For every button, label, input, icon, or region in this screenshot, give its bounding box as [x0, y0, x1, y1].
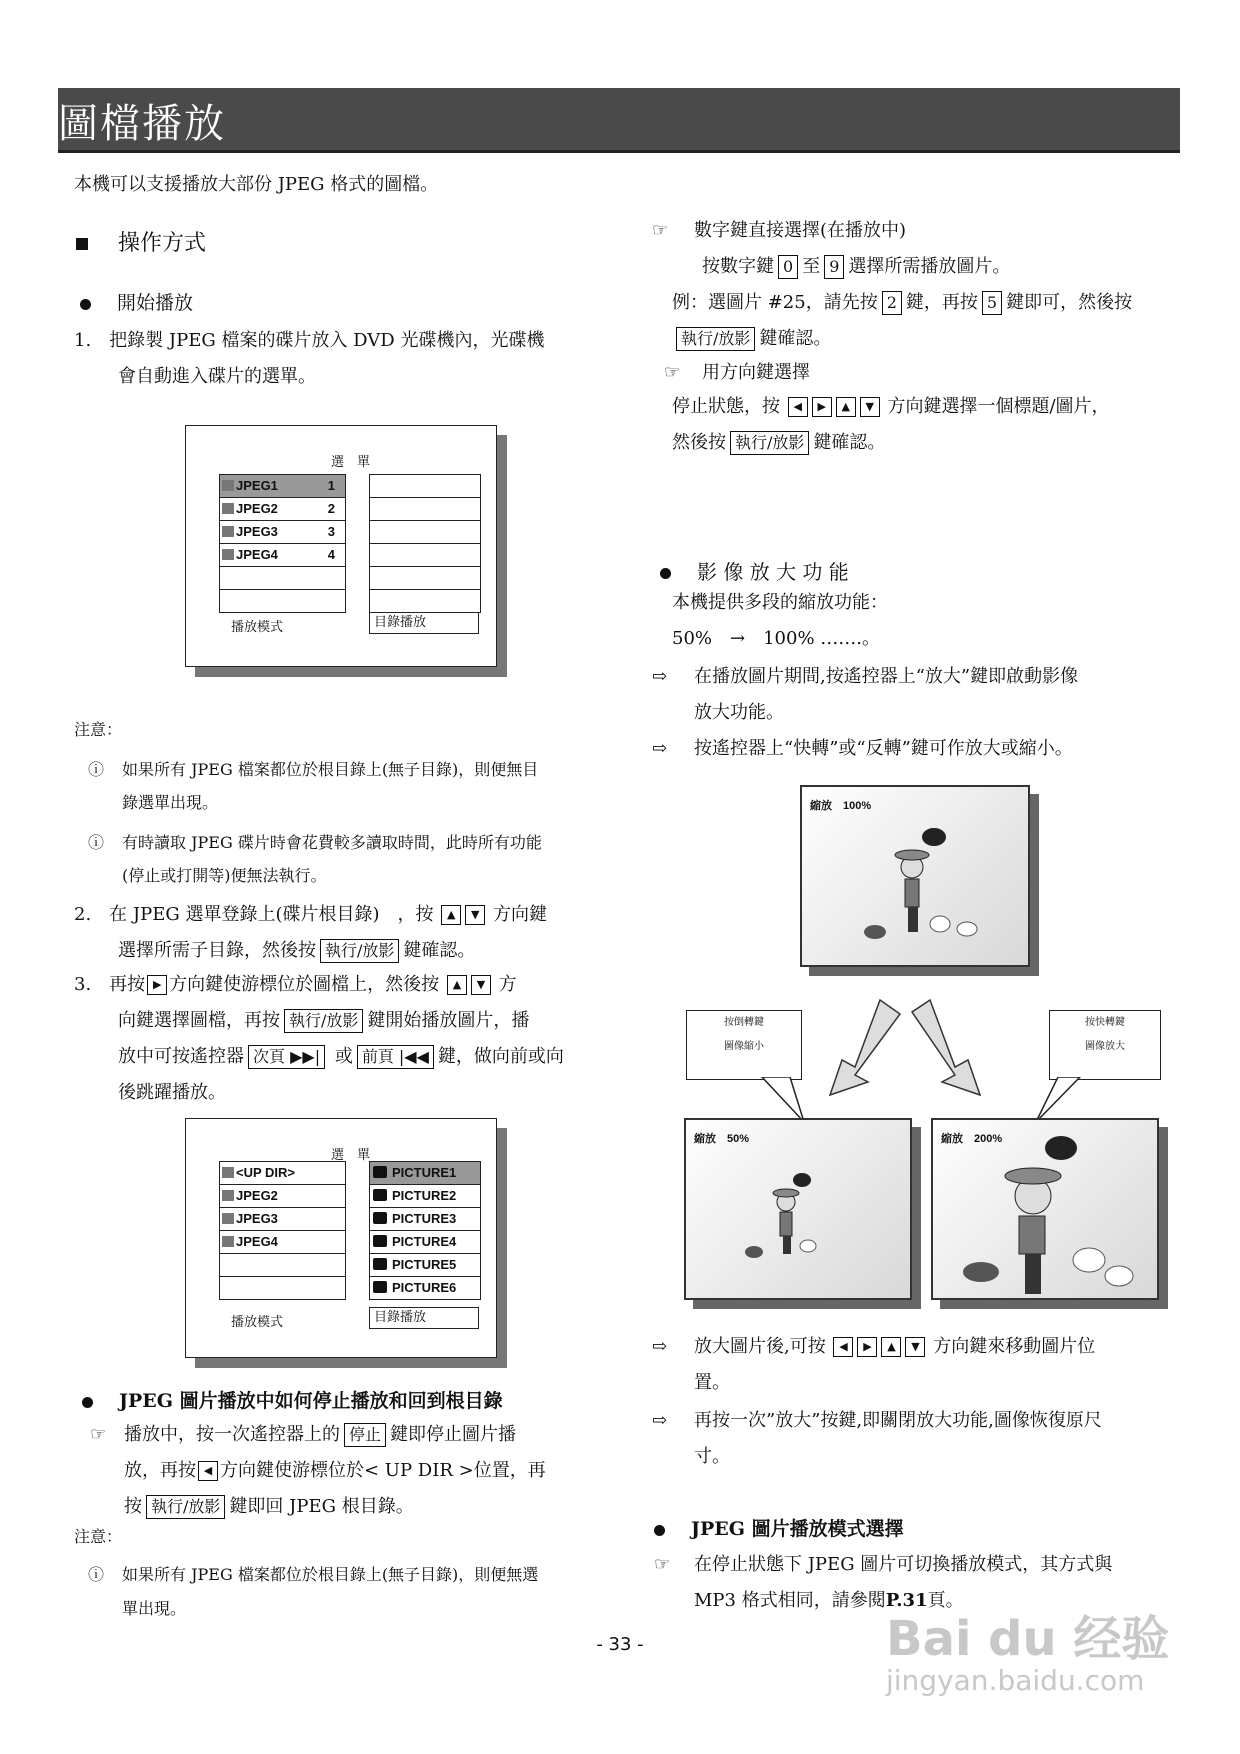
arrow-bullet-icon: ⇨	[652, 738, 668, 759]
mode-line2: MP3 格式相同，請參閱P.31頁。	[694, 1590, 964, 1611]
zoom-bullet-3-cont: 置。	[694, 1372, 730, 1393]
step3-line2: 向鍵選擇圖檔，再按 執行/放影 鍵開始播放圖片，播	[118, 1010, 530, 1031]
camera-icon	[373, 1235, 387, 1247]
start-play-heading	[80, 288, 193, 315]
pointing-hand-icon: ☞	[652, 220, 669, 241]
menu-folder-item[interactable]: JPEG2	[220, 1185, 345, 1208]
folder-icon	[222, 549, 234, 560]
dir-select-heading: 用方向鍵選擇	[702, 362, 810, 383]
zoom-bullet-1: 在播放圖片期間,按遙控器上“放大”鍵即啟動影像	[694, 666, 1079, 687]
menu-picture-item[interactable]: PICTURE5	[370, 1254, 480, 1277]
camera-icon	[373, 1212, 387, 1224]
zoom-screen-100	[800, 785, 1030, 967]
info-icon: ⓘ	[88, 1565, 105, 1584]
pointing-hand-icon: ☞	[654, 1554, 671, 1575]
info-icon: ⓘ	[88, 760, 105, 779]
left-arrow-key-icon: ◀	[833, 1337, 853, 1357]
zoom-screen-200	[931, 1118, 1159, 1300]
menu-header: 選 單	[331, 1148, 371, 1163]
zoom-bullet-4: 再按一次”放大”按鍵,即關閉放大功能,圖像恢復原尺	[694, 1410, 1102, 1431]
camera-icon	[373, 1281, 387, 1293]
menu-folder-item[interactable]: JPEG4 4	[220, 544, 345, 567]
zoom-label: 縮放 50%	[694, 1133, 750, 1145]
right-arrow-key-icon: ▶	[812, 397, 832, 417]
folder-icon	[222, 1167, 234, 1178]
watermark-url: jingyan.baidu.com	[886, 1664, 1145, 1697]
mode-heading-label: JPEG 圖片播放模式選擇	[691, 1518, 904, 1540]
stop-line1: 播放中，按一次遙控器上的 停止 鍵即停止圖片播	[124, 1424, 517, 1445]
menu-empty-row	[220, 1254, 345, 1277]
key-0: 0	[778, 255, 798, 279]
step3-line4: 後跳躍播放。	[118, 1082, 226, 1103]
stop-line3: 按 執行/放影 鍵即回 JPEG 根目錄。	[124, 1496, 414, 1517]
down-arrow-key-icon: ▼	[905, 1337, 925, 1357]
folder-icon	[222, 1213, 234, 1224]
mode-line1: 在停止狀態下 JPEG 圖片可切換播放模式，其方式與	[694, 1554, 1113, 1575]
key-9: 9	[824, 255, 844, 279]
arrow-bullet-icon: ⇨	[652, 1410, 668, 1431]
step1-text: 1. 把錄製 JPEG 檔案的碟片放入 DVD 光碟機內，光碟機	[74, 330, 545, 351]
zoom-label: 縮放 100%	[810, 800, 872, 812]
zoom-bullet-4-cont: 寸。	[694, 1446, 730, 1467]
key-2: 2	[882, 291, 902, 315]
play-key: 執行/放影	[730, 431, 809, 455]
right-arrow-key-icon: ▶	[857, 1337, 877, 1357]
menu-screen-1	[185, 425, 497, 667]
stop-heading-label: JPEG 圖片播放中如何停止播放和回到根目錄	[119, 1390, 503, 1412]
play-key: 執行/放影	[320, 939, 399, 963]
mode-heading	[654, 1514, 904, 1541]
enlarge-arrow-icon	[912, 1000, 980, 1095]
play-mode-value[interactable]: 目錄播放	[369, 612, 479, 634]
left-arrow-key-icon: ◀	[198, 1461, 218, 1481]
zoom-screen-50	[684, 1118, 912, 1300]
menu-picture-item[interactable]: PICTURE3	[370, 1208, 480, 1231]
menu-file-list	[369, 474, 481, 613]
cartoon-figure-image	[686, 1120, 910, 1298]
example-confirm: 執行/放影 鍵確認。	[672, 322, 831, 356]
callout-enlarge: 按快轉鍵 圖像放大	[1049, 1010, 1161, 1080]
down-arrow-key-icon: ▼	[471, 975, 491, 995]
arrow-bullet-icon: ⇨	[652, 1336, 668, 1357]
menu-folder-item[interactable]: JPEG3	[220, 1208, 345, 1231]
play-key: 執行/放影	[146, 1495, 225, 1519]
folder-icon	[222, 480, 234, 491]
right-arrow-key-icon: ▶	[147, 975, 167, 995]
menu-empty-row	[220, 1277, 345, 1299]
note-3-cont: 單出現。	[122, 1599, 187, 1618]
zoom-heading-label: 影 像 放 大 功 能	[697, 560, 849, 584]
step1-text-cont: 會自動進入碟片的選單。	[118, 366, 316, 387]
start-play-label: 開始播放	[117, 292, 194, 314]
up-arrow-key-icon: ▲	[441, 905, 461, 925]
page-title: 圖檔播放	[58, 101, 226, 147]
zoom-bullet-2: 按遙控器上“快轉”或“反轉”鍵可作放大或縮小。	[694, 738, 1073, 759]
menu-picture-item[interactable]: PICTURE1	[370, 1162, 480, 1185]
menu-picture-item[interactable]: PICTURE4	[370, 1231, 480, 1254]
camera-icon	[373, 1258, 387, 1270]
step2-line2: 選擇所需子目錄，然後按 執行/放影 鍵確認。	[118, 940, 476, 961]
bullet-icon	[82, 1397, 93, 1408]
up-arrow-key-icon: ▲	[447, 975, 467, 995]
stop-key: 停止	[344, 1423, 386, 1447]
zoom-desc: 本機提供多段的縮放功能：	[672, 592, 888, 613]
zoom-bullet-1-cont: 放大功能。	[694, 702, 784, 723]
section-operation	[76, 226, 206, 257]
menu-folder-item[interactable]: <UP DIR>	[220, 1162, 345, 1185]
dir-select-line1: 停止狀態，按 ◀ ▶ ▲ ▼ 方向鍵選擇一個標題/圖片，	[672, 396, 1110, 417]
down-arrow-key-icon: ▼	[860, 397, 880, 417]
zoom-bullet-3: 放大圖片後,可按 ◀ ▶ ▲ ▼ 方向鍵來移動圖片位	[694, 1336, 1096, 1357]
note-3: 如果所有 JPEG 檔案都位於根目錄上(無子目錄)，則便無選	[122, 1565, 539, 1584]
stop-line2: 放，再按 ◀ 方向鍵使游標位於< UP DIR >位置，再	[124, 1460, 546, 1481]
zoom-label: 縮放 200%	[941, 1133, 1003, 1145]
intro-text: 本機可以支援播放大部份 JPEG 格式的圖檔。	[74, 174, 439, 195]
menu-folder-item[interactable]: JPEG3 3	[220, 521, 345, 544]
zoom-levels: 50% → 100% …….。	[672, 628, 880, 649]
menu-picture-item[interactable]: PICTURE2	[370, 1185, 480, 1208]
pointing-hand-icon: ☞	[90, 1424, 107, 1445]
up-arrow-key-icon: ▲	[881, 1337, 901, 1357]
page-reference[interactable]: P.31	[885, 1590, 928, 1611]
folder-icon	[222, 1190, 234, 1201]
left-arrow-key-icon: ◀	[788, 397, 808, 417]
up-arrow-key-icon: ▲	[836, 397, 856, 417]
watermark-logo: Bai du 经验	[886, 1611, 1170, 1667]
play-key: 執行/放影	[284, 1009, 363, 1033]
step3-line1: 3. 再按 ▶ 方向鍵使游標位於圖檔上，然後按 ▲ ▼ 方	[74, 974, 517, 995]
menu-empty-row	[220, 567, 345, 590]
page-number: - 33 -	[596, 1634, 644, 1655]
num-select-line: 按數字鍵 0 至 9 選擇所需播放圖片。	[702, 256, 1011, 277]
play-mode-label: 播放模式	[231, 620, 284, 635]
dir-select-line2: 然後按 執行/放影 鍵確認。	[672, 432, 886, 453]
camera-icon	[373, 1189, 387, 1201]
folder-icon	[222, 1236, 234, 1247]
menu-screen-2	[185, 1118, 497, 1358]
square-bullet-icon	[76, 238, 88, 250]
note-1: 如果所有 JPEG 檔案都位於根目錄上(無子目錄)，則便無目	[122, 760, 539, 779]
key-5: 5	[982, 291, 1002, 315]
info-icon: ⓘ	[88, 833, 105, 852]
menu-picture-list	[369, 1161, 481, 1300]
menu-folder-item[interactable]: JPEG1 1	[220, 475, 345, 498]
prev-key: 前頁 |◀◀	[357, 1045, 434, 1069]
menu-header: 選 單	[331, 455, 371, 470]
num-select-heading: 數字鍵直接選擇(在播放中)	[694, 220, 907, 241]
menu-folder-item[interactable]: JPEG2 2	[220, 498, 345, 521]
menu-folder-list	[219, 474, 346, 613]
play-mode-value[interactable]: 目錄播放	[369, 1307, 479, 1329]
play-key: 執行/放影	[676, 327, 755, 351]
callout-shrink: 按倒轉鍵 圖像縮小	[686, 1010, 802, 1080]
down-arrow-key-icon: ▼	[465, 905, 485, 925]
step3-line3: 放中可按遙控器 次頁 ▶▶| 或 前頁 |◀◀ 鍵，做向前或向	[118, 1046, 564, 1067]
next-key: 次頁 ▶▶|	[248, 1045, 325, 1069]
note-2: 有時讀取 JPEG 碟片時會花費較多讀取時間，此時所有功能	[122, 833, 542, 852]
note-1-cont: 錄選單出現。	[122, 793, 219, 812]
bullet-icon	[660, 568, 671, 579]
shrink-arrow-icon	[830, 1000, 900, 1095]
notes-title: 注意：	[74, 720, 123, 739]
camera-icon	[373, 1166, 387, 1178]
folder-icon	[222, 526, 234, 537]
menu-empty-row	[220, 590, 345, 612]
menu-folder-list	[219, 1161, 346, 1300]
cartoon-figure-image	[933, 1120, 1157, 1298]
title-banner	[58, 88, 1180, 153]
cartoon-figure-image	[802, 787, 1028, 965]
zoom-heading	[660, 556, 849, 585]
play-mode-label: 播放模式	[231, 1315, 284, 1330]
section-operation-label: 操作方式	[118, 231, 207, 256]
arrow-bullet-icon: ⇨	[652, 666, 668, 687]
bullet-icon	[654, 1525, 665, 1536]
menu-folder-item[interactable]: JPEG4	[220, 1231, 345, 1254]
example-line: 例：選圖片 #25，請先按 2 鍵，再按 5 鍵即可，然後按	[672, 292, 1133, 313]
notes-title-2: 注意：	[74, 1527, 123, 1546]
bullet-icon	[80, 299, 91, 310]
pointing-hand-icon: ☞	[664, 362, 681, 383]
folder-icon	[222, 503, 234, 514]
step2-line1: 2. 在 JPEG 選單登錄上(碟片根目錄) ，按 ▲ ▼ 方向鍵	[74, 904, 547, 925]
stop-heading	[82, 1386, 503, 1413]
menu-picture-item[interactable]: PICTURE6	[370, 1277, 480, 1299]
note-2-cont: (停止或打開等)便無法執行。	[122, 866, 327, 885]
